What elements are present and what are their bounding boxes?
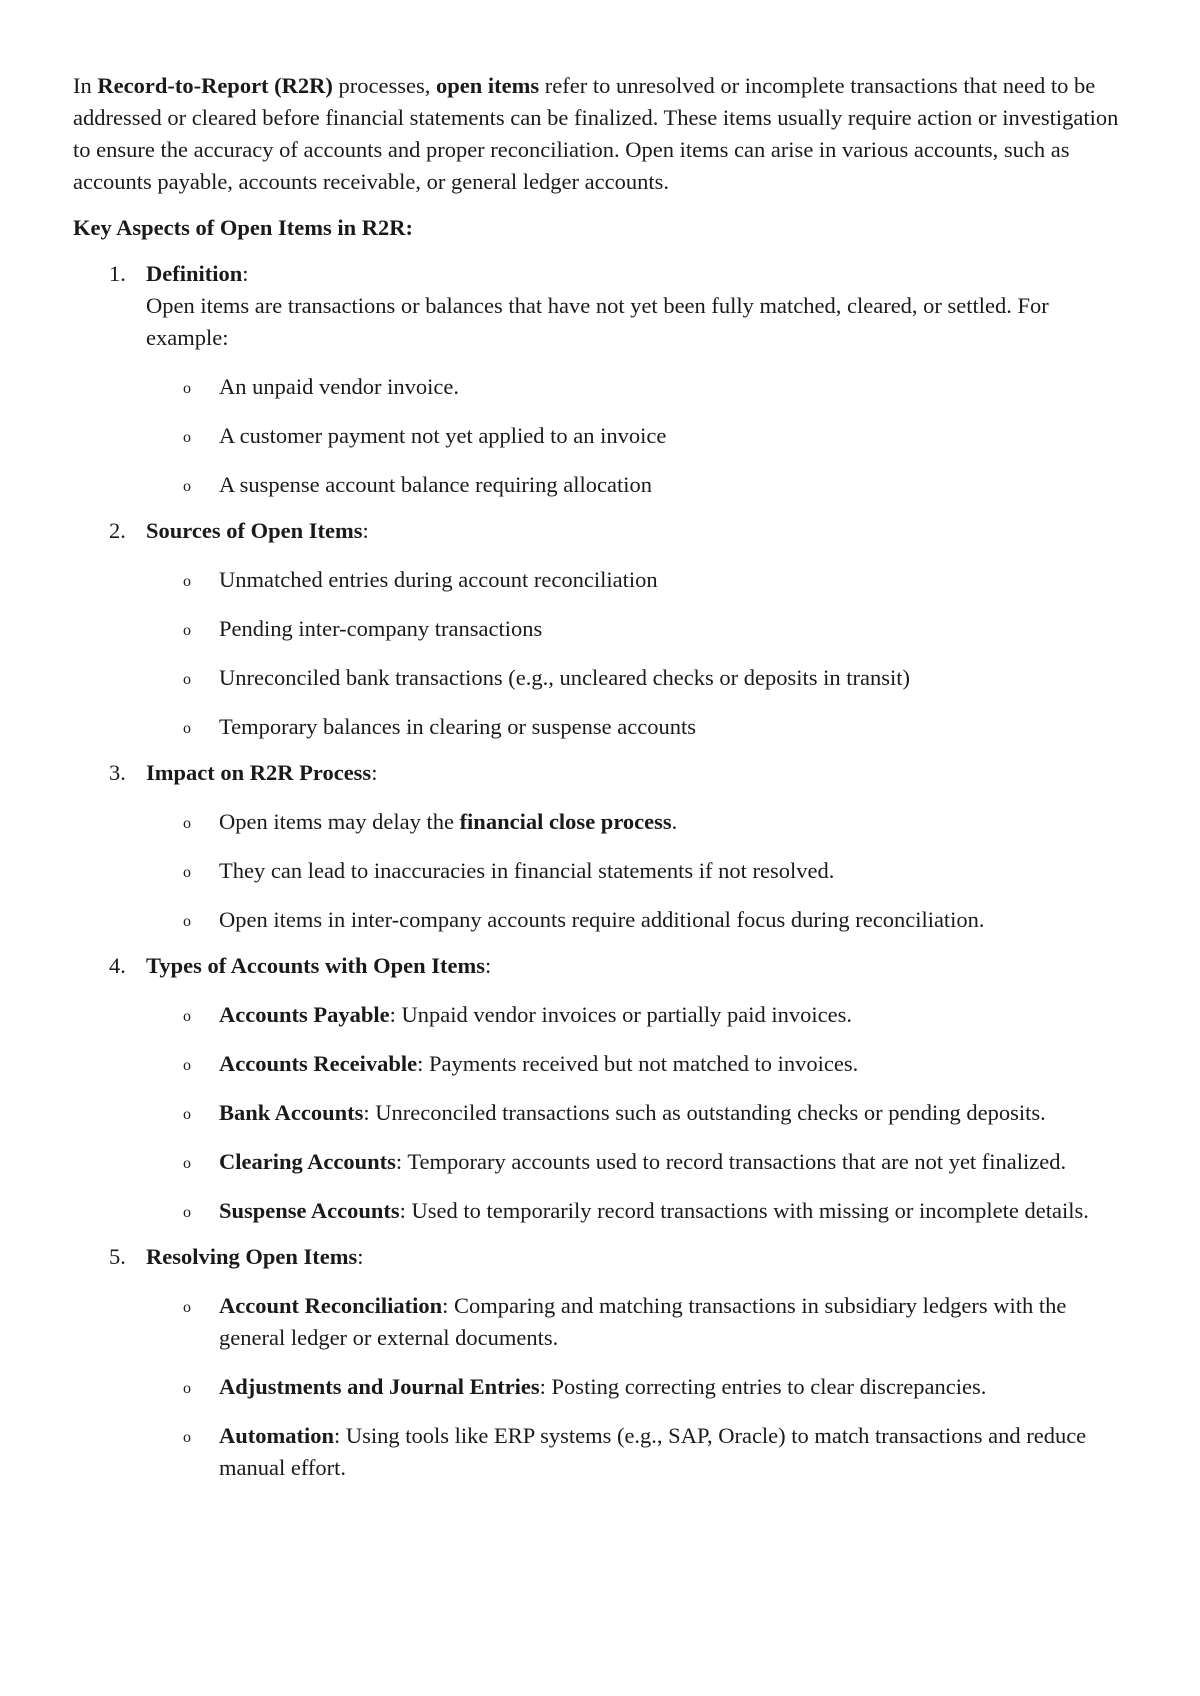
bullet-item [73, 1420, 1133, 1484]
bullet-list [73, 806, 1133, 936]
document-page [73, 70, 1133, 1498]
bullet-text-after: . [671, 809, 678, 834]
section-number: 4. [109, 953, 126, 978]
section-header [73, 950, 1133, 982]
bullet-bold-phrase: financial close process [459, 809, 672, 834]
bullet-item [73, 711, 1133, 743]
bullet-circle-icon: o [183, 1429, 191, 1446]
bullet-text: Open items may delay the [219, 809, 460, 834]
section-item [73, 1241, 1133, 1484]
bullet-circle-icon: o [183, 380, 191, 397]
key-aspects-heading: Key Aspects of Open Items in R2R: [73, 215, 413, 240]
bullet-item [73, 469, 1133, 501]
bullet-circle-icon: o [183, 478, 191, 495]
bullet-item [73, 999, 1133, 1031]
bullet-text: Unmatched entries during account reconciliation [219, 567, 658, 592]
section-header [73, 1241, 1133, 1273]
bullet-item [73, 1290, 1133, 1354]
bullet-item [73, 662, 1133, 694]
bullet-text: Temporary balances in clearing or suspense accounts [219, 714, 696, 739]
bullet-text: : Using tools like ERP systems (e.g., SAP, Oracle) to match transactions and reduce manual effort. [219, 1423, 1087, 1480]
bullet-text: : Posting correcting entries to clear discrepancies. [539, 1374, 987, 1399]
bullet-text: : Payments received but not matched to invoices. [417, 1051, 859, 1076]
bullet-circle-icon: o [183, 864, 191, 881]
intro-bold-r2r: Record-to-Report (R2R) [97, 73, 333, 98]
section-header [73, 757, 1133, 789]
bullet-item [73, 806, 1133, 838]
bullet-circle-icon: o [183, 1008, 191, 1025]
bullet-item [73, 1371, 1133, 1403]
section-item [73, 515, 1133, 743]
bullet-text: : Used to temporarily record transactions with missing or incomplete details. [399, 1198, 1089, 1223]
bullet-text: : Unreconciled transactions such as outstanding checks or pending deposits. [363, 1100, 1046, 1125]
bullet-item [73, 1048, 1133, 1080]
bullet-circle-icon: o [183, 429, 191, 446]
section-item [73, 950, 1133, 1227]
bullet-text: A suspense account balance requiring allocation [219, 472, 652, 497]
bullet-text: : Unpaid vendor invoices or partially paid invoices. [389, 1002, 853, 1027]
bullet-text: A customer payment not yet applied to an invoice [219, 423, 667, 448]
section-title-colon: : [371, 760, 378, 785]
bullet-bold-lead: Accounts Receivable [219, 1051, 418, 1076]
intro-paragraph: In Record-to-Report (R2R) processes, open items refer to unresolved or incomplete transactions that need to be addressed or cleared before financial statements can be finalized. These items usually require action or investigation to ensure the accuracy of accounts and proper reconciliation. Open items can arise in various accounts, such as accounts payable, accounts receivable, or general ledger accounts. [73, 73, 1119, 194]
bullet-circle-icon: o [183, 1204, 191, 1221]
bullet-item [73, 1195, 1133, 1227]
bullet-list [73, 999, 1133, 1227]
section-title-colon: : [484, 953, 492, 978]
bullet-bold-lead: Account Reconciliation [219, 1293, 443, 1318]
bullet-text: They can lead to inaccuracies in financial statements if not resolved. [219, 858, 835, 883]
bullet-item [73, 613, 1133, 645]
section-title: Resolving Open Items [146, 1244, 358, 1269]
bullet-item [73, 904, 1133, 936]
bullet-bold-lead: Adjustments and Journal Entries [219, 1374, 540, 1399]
bullet-list [73, 1290, 1133, 1484]
section-description: Open items are transactions or balances that have not yet been fully matched, cleared, or settled. For example: [146, 293, 1049, 350]
bullet-item [73, 564, 1133, 596]
section-number: 1. [109, 261, 126, 286]
bullet-item [73, 371, 1133, 403]
section-header [73, 258, 1133, 290]
bullet-text: An unpaid vendor invoice. [219, 374, 459, 399]
section-title: Types of Accounts with Open Items [146, 953, 485, 978]
section-item [73, 757, 1133, 936]
section-title: Definition [146, 261, 243, 286]
bullet-item [73, 855, 1133, 887]
bullet-text: Pending inter-company transactions [219, 616, 543, 641]
bullet-text: : Temporary accounts used to record transactions that are not yet finalized. [395, 1149, 1067, 1174]
section-title: Sources of Open Items [146, 518, 363, 543]
bullet-list [73, 371, 1133, 501]
bullet-bold-lead: Accounts Payable [219, 1002, 390, 1027]
bullet-item [73, 420, 1133, 452]
intro-bold-open-items: open items [436, 73, 540, 98]
section-header [73, 515, 1133, 547]
bullet-circle-icon: o [183, 815, 191, 832]
bullet-circle-icon: o [183, 1106, 191, 1123]
bullet-item [73, 1146, 1133, 1178]
bullet-circle-icon: o [183, 1380, 191, 1397]
bullet-text: Unreconciled bank transactions (e.g., uncleared checks or deposits in transit) [219, 665, 911, 690]
bullet-circle-icon: o [183, 1299, 191, 1316]
bullet-list [73, 564, 1133, 743]
section-title-colon: : [362, 518, 369, 543]
bullet-text: Open items in inter-company accounts require additional focus during reconciliation. [219, 907, 985, 932]
bullet-bold-lead: Suspense Accounts [219, 1198, 400, 1223]
bullet-circle-icon: o [183, 1057, 191, 1074]
bullet-text: : Comparing and matching transactions in subsidiary ledgers with the general ledger or external documents. [219, 1293, 1067, 1350]
section-number: 2. [109, 518, 126, 543]
section-title-colon: : [357, 1244, 364, 1269]
bullet-circle-icon: o [183, 622, 191, 639]
bullet-circle-icon: o [183, 913, 191, 930]
section-title: Impact on R2R Process [146, 760, 372, 785]
section-item [73, 258, 1133, 501]
bullet-circle-icon: o [183, 1155, 191, 1172]
sections-list [73, 258, 1133, 1484]
bullet-circle-icon: o [183, 671, 191, 688]
section-title-colon: : [242, 261, 249, 286]
bullet-bold-lead: Clearing Accounts [219, 1149, 396, 1174]
bullet-circle-icon: o [183, 573, 191, 590]
bullet-item [73, 1097, 1133, 1129]
bullet-circle-icon: o [183, 720, 191, 737]
section-number: 5. [109, 1244, 126, 1269]
section-number: 3. [109, 760, 126, 785]
bullet-bold-lead: Bank Accounts [219, 1100, 364, 1125]
bullet-bold-lead: Automation [219, 1423, 335, 1448]
